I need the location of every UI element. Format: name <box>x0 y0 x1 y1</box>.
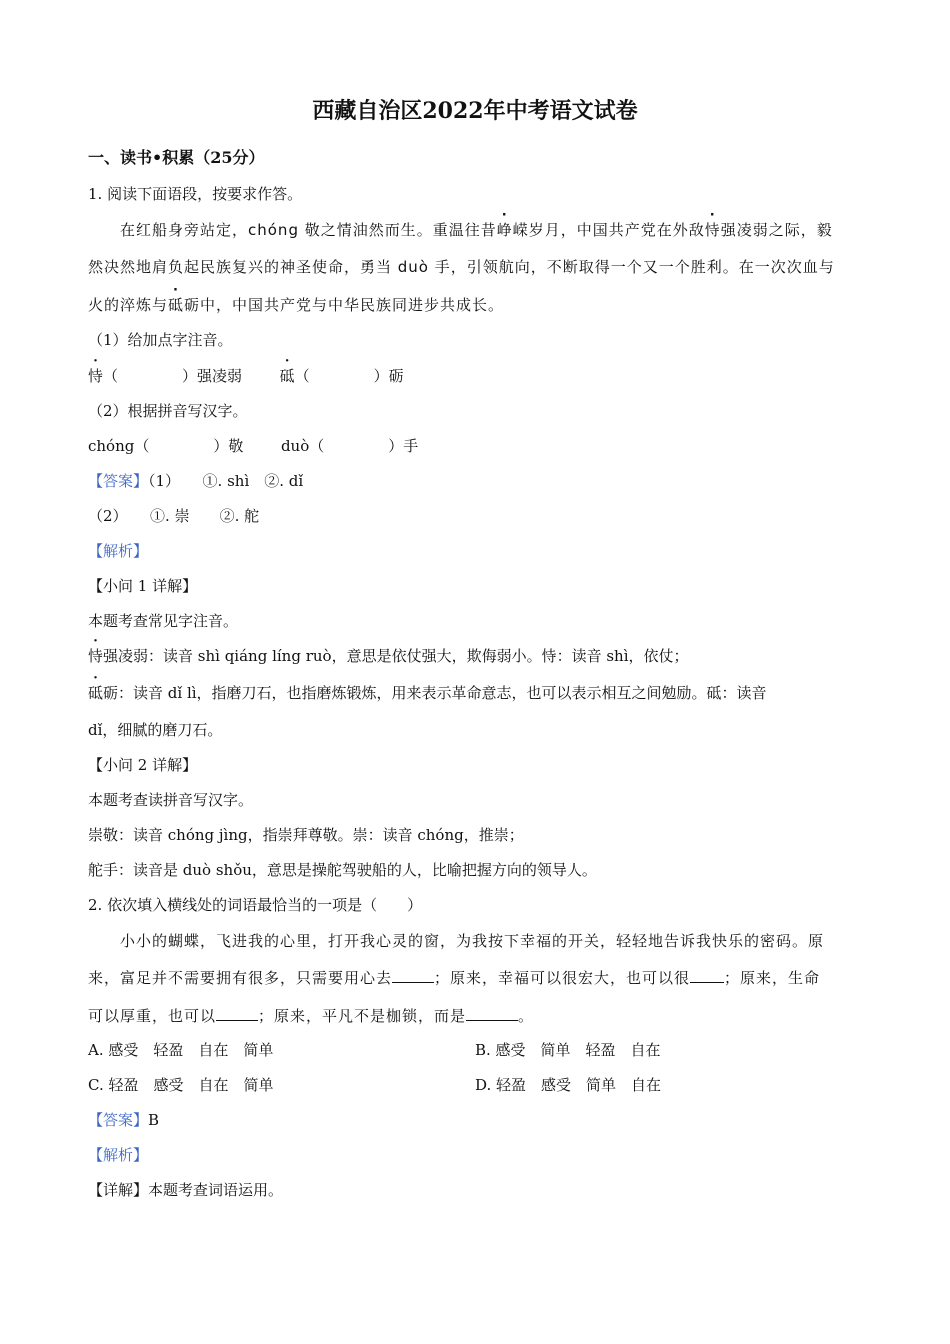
q1-detail2-text: 本题考查读拼音写汉字。 <box>88 791 254 809</box>
paren-close: ）强凌弱 <box>182 367 243 385</box>
answer-label: 【答案】 <box>88 1111 149 1129</box>
fill-blank <box>392 982 434 983</box>
dotted-char: 峥 <box>496 221 513 239</box>
passage-text: 来，富足并不需要拥有很多，只需要用心去 <box>88 969 393 987</box>
q1-sub2: （2）根据拼音写汉字。 <box>88 402 248 420</box>
detail-text: 砺：读音 dǐ lì，指磨刀石，也指磨炼锻炼，用来表示革命意志，也可以表示相互之间勉励。砥：读音 <box>103 684 767 702</box>
q2-detail: 【详解】本题考查词语运用。 <box>88 1181 284 1199</box>
passage-text: 砺中，中国共产党与中华民族同进步共成长。 <box>184 296 505 314</box>
passage-text: ；原来，幸福可以很宏大，也可以很 <box>434 969 691 987</box>
q1-sub1-items <box>88 366 404 386</box>
option-c[interactable]: C. 轻盈 感受 自在 简单 <box>88 1076 274 1094</box>
passage-text: 可以厚重，也可以 <box>88 1007 217 1025</box>
q2-passage-line-3 <box>88 1006 534 1026</box>
pinyin-item: chóng（ <box>88 437 150 455</box>
q1-detail2-title: 【小问 2 详解】 <box>88 756 198 774</box>
detail-text: 强凌弱：读音 shì qiáng líng ruò，意思是依仗强大，欺侮弱小。恃：读音 shì，依仗； <box>103 647 689 665</box>
paren-open: （ <box>103 367 119 385</box>
option-b[interactable]: B. 感受 简单 轻盈 自在 <box>475 1041 661 1059</box>
q1-detail1-title: 【小问 1 详解】 <box>88 577 198 595</box>
q1-sub2-items <box>88 436 418 456</box>
passage-text: 在红船身旁站定，chóng 敬之情油然而生。重温往昔 <box>120 221 497 239</box>
paren-close: ）手 <box>388 437 419 455</box>
paren-open: （ <box>294 367 310 385</box>
passage-text: 强凌弱之际，毅 <box>720 221 833 239</box>
dotted-char: 砥 <box>279 367 295 385</box>
answer-label: 【答案】 <box>88 472 149 490</box>
q2-answer <box>88 1110 159 1130</box>
dotted-char: 恃 <box>88 647 104 665</box>
fill-blank <box>690 982 724 983</box>
q1-stem: 1. 阅读下面语段，按要求作答。 <box>88 185 303 203</box>
q2-stem: 2. 依次填入横线处的词语最恰当的一项是（ ） <box>88 896 423 914</box>
q1-detail2-text: 舵手：读音是 duò shǒu，意思是操舵驾驶船的人，比喻把握方向的领导人。 <box>88 861 597 879</box>
q1-answer-2: （2） ①. 崇 ②. 舵 <box>88 507 260 525</box>
q1-detail1-text <box>88 683 767 703</box>
paren-close: ）砺 <box>373 367 404 385</box>
q2-analysis-label: 【解析】 <box>88 1146 149 1164</box>
q1-passage-line-1 <box>120 220 833 240</box>
q1-passage-line-2: 然决然地肩负起民族复兴的神圣使命，勇当 duò 手，引领航向，不断取得一个又一个胜利。在一次次血与 <box>88 258 835 276</box>
answer-text: （1） ①. shì ②. dǐ <box>148 472 304 490</box>
q2-passage-line-2 <box>88 968 820 988</box>
q1-detail1-text: dǐ，细腻的磨刀石。 <box>88 721 223 739</box>
dotted-char: 恃 <box>704 221 721 239</box>
passage-text: 火的淬炼与 <box>88 296 169 314</box>
dotted-char: 砥 <box>88 684 104 702</box>
q1-passage-line-3 <box>88 295 504 315</box>
section-heading: 一、读书•积累（25分） <box>88 148 265 167</box>
option-a[interactable]: A. 感受 轻盈 自在 简单 <box>88 1041 274 1059</box>
answer-value: B <box>148 1111 160 1129</box>
paren-close: ）敬 <box>213 437 244 455</box>
passage-text: 。 <box>518 1007 535 1025</box>
q2-passage-line-1: 小小的蝴蝶，飞进我的心里，打开我心灵的窗，为我按下幸福的开关，轻轻地告诉我快乐的密码。原 <box>120 932 825 950</box>
dotted-char: 恃 <box>88 367 104 385</box>
page-title: 西藏自治区2022年中考语文试卷 <box>312 98 638 124</box>
passage-text: 嵘岁月，中国共产党在外敌 <box>512 221 705 239</box>
passage-text: ；原来，生命 <box>724 969 821 987</box>
q1-answer <box>88 471 303 491</box>
passage-text: ；原来，平凡不是枷锁，而是 <box>258 1007 467 1025</box>
option-d[interactable]: D. 轻盈 感受 简单 自在 <box>475 1076 662 1094</box>
q1-analysis-label: 【解析】 <box>88 542 149 560</box>
fill-blank <box>466 1020 518 1021</box>
q1-detail1-text: 本题考查常见字注音。 <box>88 612 239 630</box>
q1-detail1-text <box>88 646 689 666</box>
dotted-char: 砥 <box>168 296 185 314</box>
fill-blank <box>216 1020 258 1021</box>
q1-sub1: （1）给加点字注音。 <box>88 331 233 349</box>
pinyin-item: duò（ <box>280 437 325 455</box>
q1-detail2-text: 崇敬：读音 chóng jìng，指崇拜尊敬。崇：读音 chóng，推崇； <box>88 826 524 844</box>
